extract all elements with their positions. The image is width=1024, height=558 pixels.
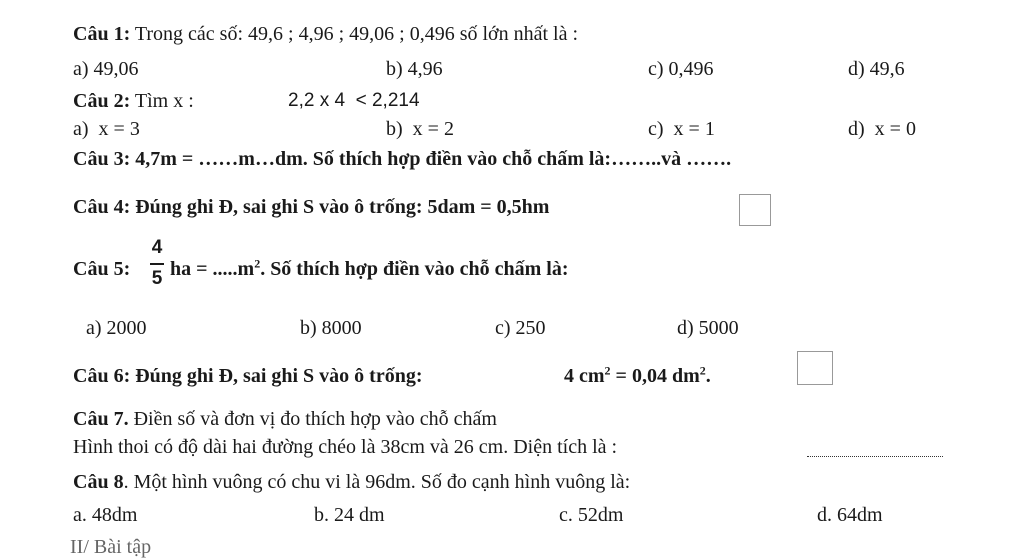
section-heading-text: II/ Bài tập: [70, 536, 152, 558]
q7-answer-blank[interactable]: [807, 455, 943, 457]
q5-unit: ha = .....m: [170, 258, 255, 280]
q4-text: Câu 4: Đúng ghi Đ, sai ghi S vào ô trống: 5dam = 0,5hm: [73, 196, 550, 218]
q6-expr-left-sup: 2: [604, 363, 611, 378]
q5-label: Câu 5:: [73, 258, 131, 280]
q2-stem: [73, 89, 194, 113]
q6-text: Câu 6: Đúng ghi Đ, sai ghi S vào ô trống:: [73, 365, 423, 387]
q6-expr-right-sup: 2: [699, 363, 706, 378]
q7-text: Hình thoi có độ dài hai đường chéo là 38cm và 26 cm. Diện tích là :: [73, 436, 618, 458]
q5-numerator: 4: [151, 237, 163, 258]
q2-option-a: a) x = 3: [73, 118, 140, 140]
section-heading-partial: [70, 533, 190, 558]
q1-label: Câu 1:: [73, 23, 131, 45]
q7-title: Điền số và đơn vị đo thích hợp vào chỗ chấm: [128, 408, 497, 430]
q5-option-b: b) 8000: [300, 317, 362, 339]
q5-option-a: a) 2000: [86, 317, 147, 339]
q2-label: Câu 2:: [73, 90, 131, 112]
q8-text: . Một hình vuông có chu vi là 96dm. Số đo cạnh hình vuông là:: [123, 471, 631, 493]
q6-expr-left: 4 cm: [564, 365, 605, 387]
q8-option-c: c. 52dm: [559, 504, 624, 526]
q8-stem: [73, 470, 630, 494]
q5-unit-sup: 2: [254, 256, 261, 271]
q5-stem: [170, 257, 569, 281]
q7-label: Câu 7.: [73, 408, 129, 430]
q1-option-c: c) 0,496: [648, 58, 714, 80]
q2-expression: 2,2 x 4 < 2,214: [288, 90, 420, 111]
q5-fraction-bar: [150, 263, 164, 265]
q7-stem: [73, 407, 497, 431]
q5-option-d: d) 5000: [677, 317, 739, 339]
q1-option-d: d) 49,6: [848, 58, 905, 80]
q1-option-b: b) 4,96: [386, 58, 443, 80]
q6-expr-end: .: [705, 365, 711, 387]
q6-expr-right: = 0,04 dm: [610, 365, 700, 387]
q5-denominator: 5: [151, 268, 163, 289]
q2-option-b: b) x = 2: [386, 118, 454, 140]
q8-option-b: b. 24 dm: [314, 504, 385, 526]
q8-option-d: d. 64dm: [817, 504, 883, 526]
q5-rest: . Số thích hợp điền vào chỗ chấm là:: [260, 258, 569, 280]
q3-text: Câu 3: 4,7m = ……m…dm. Số thích hợp điền vào chỗ chấm là:……..và …….: [73, 148, 732, 170]
q8-label: Câu 8: [73, 471, 124, 493]
q6-answer-box[interactable]: [797, 351, 833, 385]
q1-text: Trong các số: 49,6 ; 4,96 ; 49,06 ; 0,496 số lớn nhất là :: [130, 23, 579, 45]
q1-stem: [73, 22, 578, 46]
q2-text: Tìm x :: [130, 90, 194, 112]
q1-option-a: a) 49,06: [73, 58, 139, 80]
q6-expression: [564, 364, 711, 388]
q5-option-c: c) 250: [495, 317, 546, 339]
q2-option-c: c) x = 1: [648, 118, 715, 140]
q2-option-d: d) x = 0: [848, 118, 916, 140]
q8-option-a: a. 48dm: [73, 504, 138, 526]
q4-answer-box[interactable]: [739, 194, 771, 226]
